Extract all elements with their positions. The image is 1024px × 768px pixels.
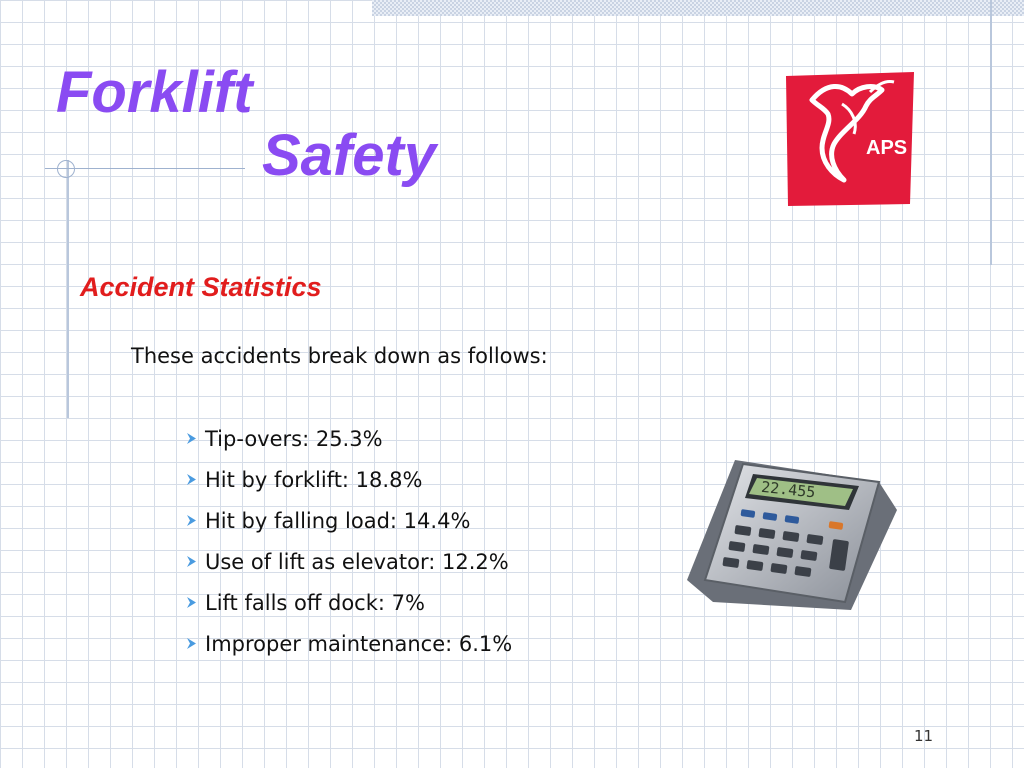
list-item (186, 582, 512, 623)
list-item-text: Hit by falling load: 14.4% (205, 508, 471, 533)
arrow-right-icon (186, 555, 197, 568)
calculator-display-text: 22.455 (760, 477, 817, 502)
logo-text: APS (866, 137, 908, 159)
list-item-text: Use of lift as elevator: 12.2% (205, 549, 509, 574)
intro-text: These accidents break down as follows: (131, 344, 548, 368)
arrow-right-icon (186, 432, 197, 445)
slide-title-line2: Safety (262, 123, 437, 188)
statistics-list (186, 418, 512, 664)
arrow-right-icon (186, 473, 197, 486)
list-item-text: Improper maintenance: 6.1% (205, 631, 513, 656)
arrow-right-icon (186, 514, 197, 527)
list-item (186, 459, 512, 500)
list-item (186, 500, 512, 541)
decorative-horizontal-line (45, 168, 245, 169)
list-item (186, 541, 512, 582)
slide-title-line1: Forklift (56, 60, 253, 125)
page-number: 11 (914, 727, 934, 745)
decorative-vertical-line-left (67, 160, 69, 418)
arrow-right-icon (186, 637, 197, 650)
calculator-illustration (683, 452, 907, 612)
list-item (186, 418, 512, 459)
list-item-text: Lift falls off dock: 7% (205, 590, 425, 615)
section-subtitle: Accident Statistics (80, 272, 322, 302)
list-item-text: Hit by forklift: 18.8% (205, 467, 423, 492)
arrow-right-icon (186, 596, 197, 609)
list-item-text: Tip-overs: 25.3% (205, 426, 383, 451)
aps-logo (782, 70, 918, 208)
header-band (372, 0, 1024, 16)
decorative-vertical-line-right (990, 0, 992, 265)
decorative-circle (57, 160, 75, 178)
list-item (186, 623, 512, 664)
